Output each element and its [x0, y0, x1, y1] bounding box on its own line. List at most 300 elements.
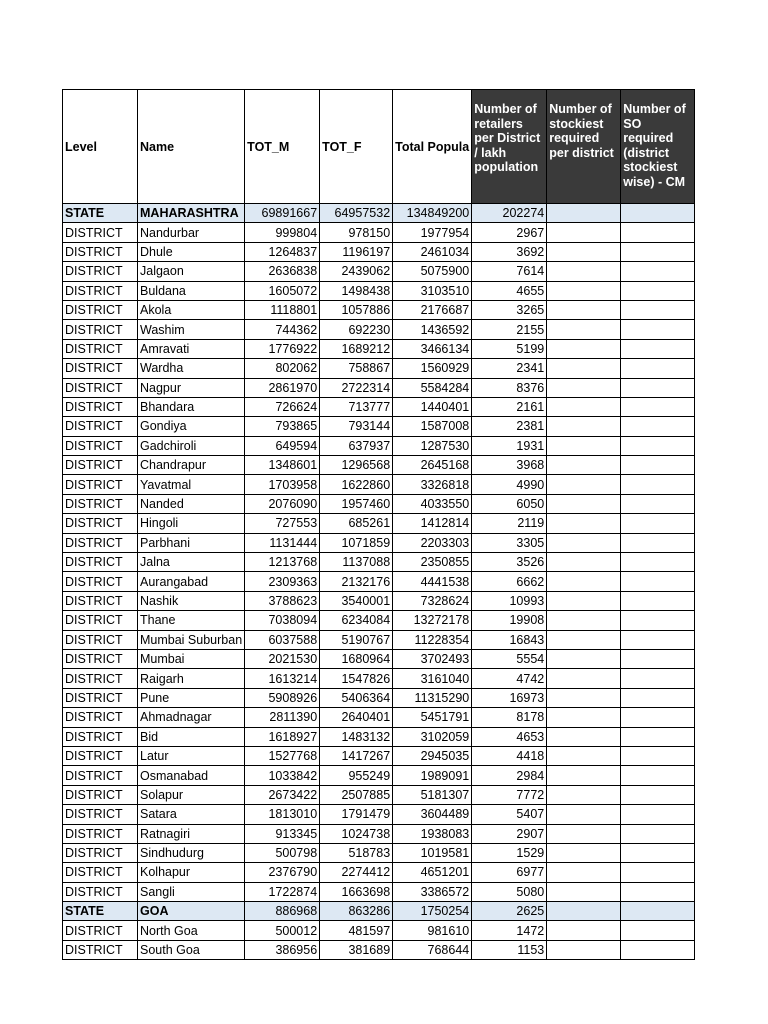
cell-total[interactable]: 2350855 — [393, 553, 472, 572]
cell-so[interactable] — [621, 359, 695, 378]
cell-tot-f[interactable]: 1024738 — [320, 824, 393, 843]
cell-tot-f[interactable]: 978150 — [320, 223, 393, 242]
cell-total[interactable]: 3702493 — [393, 649, 472, 668]
cell-total[interactable]: 3102059 — [393, 727, 472, 746]
cell-name[interactable]: Nanded — [138, 494, 245, 513]
cell-level[interactable]: DISTRICT — [63, 417, 138, 436]
cell-stockiest[interactable] — [547, 785, 621, 804]
cell-total[interactable]: 1938083 — [393, 824, 472, 843]
cell-tot-f[interactable]: 2439062 — [320, 262, 393, 281]
cell-stockiest[interactable] — [547, 494, 621, 513]
cell-stockiest[interactable] — [547, 805, 621, 824]
cell-tot-f[interactable]: 2132176 — [320, 572, 393, 591]
cell-name[interactable]: Sindhudurg — [138, 843, 245, 862]
cell-stockiest[interactable] — [547, 824, 621, 843]
cell-retailers[interactable]: 1529 — [472, 843, 547, 862]
cell-stockiest[interactable] — [547, 940, 621, 959]
cell-so[interactable] — [621, 940, 695, 959]
cell-so[interactable] — [621, 805, 695, 824]
cell-stockiest[interactable] — [547, 436, 621, 455]
cell-tot-m[interactable]: 69891667 — [245, 204, 320, 223]
cell-level[interactable]: DISTRICT — [63, 281, 138, 300]
cell-level[interactable]: DISTRICT — [63, 514, 138, 533]
cell-tot-f[interactable]: 1483132 — [320, 727, 393, 746]
cell-stockiest[interactable] — [547, 475, 621, 494]
cell-tot-f[interactable]: 1296568 — [320, 456, 393, 475]
cell-tot-m[interactable]: 727553 — [245, 514, 320, 533]
cell-level[interactable]: STATE — [63, 204, 138, 223]
cell-total[interactable]: 3161040 — [393, 669, 472, 688]
cell-retailers[interactable]: 2907 — [472, 824, 547, 843]
cell-so[interactable] — [621, 339, 695, 358]
cell-so[interactable] — [621, 436, 695, 455]
cell-so[interactable] — [621, 843, 695, 862]
cell-name[interactable]: Gadchiroli — [138, 436, 245, 455]
cell-tot-f[interactable]: 863286 — [320, 902, 393, 921]
cell-so[interactable] — [621, 300, 695, 319]
cell-stockiest[interactable] — [547, 766, 621, 785]
cell-level[interactable]: DISTRICT — [63, 649, 138, 668]
cell-total[interactable]: 1977954 — [393, 223, 472, 242]
cell-stockiest[interactable] — [547, 688, 621, 707]
cell-level[interactable]: DISTRICT — [63, 494, 138, 513]
cell-stockiest[interactable] — [547, 572, 621, 591]
cell-stockiest[interactable] — [547, 204, 621, 223]
cell-so[interactable] — [621, 746, 695, 765]
cell-tot-f[interactable]: 1547826 — [320, 669, 393, 688]
cell-name[interactable]: Chandrapur — [138, 456, 245, 475]
cell-tot-m[interactable]: 500012 — [245, 921, 320, 940]
cell-tot-f[interactable]: 1791479 — [320, 805, 393, 824]
cell-total[interactable]: 7328624 — [393, 591, 472, 610]
cell-name[interactable]: Buldana — [138, 281, 245, 300]
cell-tot-m[interactable]: 2376790 — [245, 863, 320, 882]
cell-level[interactable]: DISTRICT — [63, 242, 138, 261]
cell-stockiest[interactable] — [547, 339, 621, 358]
cell-tot-m[interactable]: 913345 — [245, 824, 320, 843]
cell-tot-m[interactable]: 1131444 — [245, 533, 320, 552]
cell-level[interactable]: DISTRICT — [63, 882, 138, 901]
cell-tot-m[interactable]: 802062 — [245, 359, 320, 378]
cell-retailers[interactable]: 4653 — [472, 727, 547, 746]
cell-stockiest[interactable] — [547, 320, 621, 339]
cell-stockiest[interactable] — [547, 591, 621, 610]
cell-stockiest[interactable] — [547, 262, 621, 281]
cell-so[interactable] — [621, 262, 695, 281]
cell-total[interactable]: 4651201 — [393, 863, 472, 882]
cell-retailers[interactable]: 2381 — [472, 417, 547, 436]
cell-retailers[interactable]: 3692 — [472, 242, 547, 261]
cell-stockiest[interactable] — [547, 533, 621, 552]
cell-retailers[interactable]: 2155 — [472, 320, 547, 339]
cell-level[interactable]: DISTRICT — [63, 572, 138, 591]
cell-retailers[interactable]: 1472 — [472, 921, 547, 940]
cell-so[interactable] — [621, 824, 695, 843]
cell-tot-f[interactable]: 685261 — [320, 514, 393, 533]
cell-so[interactable] — [621, 281, 695, 300]
cell-retailers[interactable]: 4655 — [472, 281, 547, 300]
cell-tot-m[interactable]: 744362 — [245, 320, 320, 339]
cell-tot-f[interactable]: 2507885 — [320, 785, 393, 804]
cell-tot-f[interactable]: 1137088 — [320, 553, 393, 572]
cell-total[interactable]: 3326818 — [393, 475, 472, 494]
cell-so[interactable] — [621, 553, 695, 572]
cell-stockiest[interactable] — [547, 902, 621, 921]
cell-level[interactable]: DISTRICT — [63, 300, 138, 319]
cell-tot-f[interactable]: 5406364 — [320, 688, 393, 707]
cell-tot-f[interactable]: 713777 — [320, 397, 393, 416]
cell-tot-m[interactable]: 6037588 — [245, 630, 320, 649]
header-total-population[interactable]: Total Popula — [393, 90, 472, 204]
cell-so[interactable] — [621, 475, 695, 494]
cell-name[interactable]: Gondiya — [138, 417, 245, 436]
cell-name[interactable]: Nandurbar — [138, 223, 245, 242]
cell-level[interactable]: STATE — [63, 902, 138, 921]
cell-tot-m[interactable]: 3788623 — [245, 591, 320, 610]
cell-total[interactable]: 5181307 — [393, 785, 472, 804]
cell-so[interactable] — [621, 882, 695, 901]
cell-name[interactable]: Aurangabad — [138, 572, 245, 591]
cell-retailers[interactable]: 5554 — [472, 649, 547, 668]
cell-level[interactable]: DISTRICT — [63, 553, 138, 572]
cell-name[interactable]: Kolhapur — [138, 863, 245, 882]
cell-tot-m[interactable]: 1264837 — [245, 242, 320, 261]
cell-stockiest[interactable] — [547, 397, 621, 416]
cell-so[interactable] — [621, 708, 695, 727]
cell-name[interactable]: GOA — [138, 902, 245, 921]
cell-tot-f[interactable]: 1622860 — [320, 475, 393, 494]
cell-level[interactable]: DISTRICT — [63, 591, 138, 610]
cell-tot-m[interactable]: 999804 — [245, 223, 320, 242]
cell-tot-m[interactable]: 7038094 — [245, 611, 320, 630]
cell-tot-m[interactable]: 1118801 — [245, 300, 320, 319]
cell-total[interactable]: 4441538 — [393, 572, 472, 591]
cell-so[interactable] — [621, 921, 695, 940]
cell-tot-f[interactable]: 2640401 — [320, 708, 393, 727]
cell-tot-m[interactable]: 1703958 — [245, 475, 320, 494]
header-name[interactable]: Name — [138, 90, 245, 204]
cell-total[interactable]: 1412814 — [393, 514, 472, 533]
cell-total[interactable]: 3386572 — [393, 882, 472, 901]
cell-retailers[interactable]: 7772 — [472, 785, 547, 804]
cell-so[interactable] — [621, 223, 695, 242]
cell-name[interactable]: Mumbai — [138, 649, 245, 668]
cell-name[interactable]: Solapur — [138, 785, 245, 804]
cell-name[interactable]: Parbhani — [138, 533, 245, 552]
cell-tot-f[interactable]: 1417267 — [320, 746, 393, 765]
cell-level[interactable]: DISTRICT — [63, 359, 138, 378]
cell-level[interactable]: DISTRICT — [63, 766, 138, 785]
cell-retailers[interactable]: 3265 — [472, 300, 547, 319]
cell-retailers[interactable]: 3968 — [472, 456, 547, 475]
cell-stockiest[interactable] — [547, 843, 621, 862]
cell-stockiest[interactable] — [547, 281, 621, 300]
cell-retailers[interactable]: 5080 — [472, 882, 547, 901]
cell-name[interactable]: Jalgaon — [138, 262, 245, 281]
cell-tot-m[interactable]: 1613214 — [245, 669, 320, 688]
cell-so[interactable] — [621, 727, 695, 746]
cell-tot-f[interactable]: 2274412 — [320, 863, 393, 882]
cell-tot-m[interactable]: 2309363 — [245, 572, 320, 591]
cell-total[interactable]: 2176687 — [393, 300, 472, 319]
cell-so[interactable] — [621, 572, 695, 591]
cell-tot-m[interactable]: 2021530 — [245, 649, 320, 668]
cell-tot-m[interactable]: 1813010 — [245, 805, 320, 824]
cell-total[interactable]: 3466134 — [393, 339, 472, 358]
cell-name[interactable]: Jalna — [138, 553, 245, 572]
cell-level[interactable]: DISTRICT — [63, 669, 138, 688]
cell-tot-f[interactable]: 2722314 — [320, 378, 393, 397]
header-level[interactable]: Level — [63, 90, 138, 204]
cell-total[interactable]: 1287530 — [393, 436, 472, 455]
cell-stockiest[interactable] — [547, 669, 621, 688]
cell-name[interactable]: Satara — [138, 805, 245, 824]
cell-stockiest[interactable] — [547, 746, 621, 765]
header-retailers[interactable]: Number of retailers per District / lakh population — [472, 90, 547, 204]
cell-name[interactable]: Pune — [138, 688, 245, 707]
cell-tot-f[interactable]: 5190767 — [320, 630, 393, 649]
cell-total[interactable]: 1750254 — [393, 902, 472, 921]
cell-total[interactable]: 981610 — [393, 921, 472, 940]
cell-name[interactable]: Osmanabad — [138, 766, 245, 785]
cell-tot-m[interactable]: 886968 — [245, 902, 320, 921]
cell-name[interactable]: Sangli — [138, 882, 245, 901]
cell-tot-f[interactable]: 6234084 — [320, 611, 393, 630]
cell-tot-f[interactable]: 1057886 — [320, 300, 393, 319]
cell-tot-f[interactable]: 637937 — [320, 436, 393, 455]
cell-so[interactable] — [621, 204, 695, 223]
cell-stockiest[interactable] — [547, 514, 621, 533]
cell-so[interactable] — [621, 533, 695, 552]
cell-stockiest[interactable] — [547, 456, 621, 475]
cell-stockiest[interactable] — [547, 223, 621, 242]
cell-total[interactable]: 5451791 — [393, 708, 472, 727]
cell-total[interactable]: 4033550 — [393, 494, 472, 513]
cell-level[interactable]: DISTRICT — [63, 223, 138, 242]
cell-stockiest[interactable] — [547, 921, 621, 940]
cell-retailers[interactable]: 3526 — [472, 553, 547, 572]
cell-total[interactable]: 5075900 — [393, 262, 472, 281]
cell-total[interactable]: 1560929 — [393, 359, 472, 378]
cell-tot-f[interactable]: 1689212 — [320, 339, 393, 358]
cell-tot-f[interactable]: 758867 — [320, 359, 393, 378]
cell-total[interactable]: 768644 — [393, 940, 472, 959]
cell-total[interactable]: 2461034 — [393, 242, 472, 261]
cell-name[interactable]: Ratnagiri — [138, 824, 245, 843]
cell-name[interactable]: Nagpur — [138, 378, 245, 397]
cell-tot-f[interactable]: 64957532 — [320, 204, 393, 223]
cell-name[interactable]: Thane — [138, 611, 245, 630]
cell-retailers[interactable]: 6050 — [472, 494, 547, 513]
cell-retailers[interactable]: 8376 — [472, 378, 547, 397]
cell-so[interactable] — [621, 766, 695, 785]
cell-retailers[interactable]: 2119 — [472, 514, 547, 533]
cell-tot-m[interactable]: 726624 — [245, 397, 320, 416]
cell-tot-f[interactable]: 518783 — [320, 843, 393, 862]
cell-tot-m[interactable]: 2636838 — [245, 262, 320, 281]
cell-level[interactable]: DISTRICT — [63, 378, 138, 397]
cell-name[interactable]: South Goa — [138, 940, 245, 959]
header-so[interactable]: Number of SO required (district stockiest wise) - CM — [621, 90, 695, 204]
cell-tot-f[interactable]: 692230 — [320, 320, 393, 339]
cell-so[interactable] — [621, 669, 695, 688]
cell-total[interactable]: 2945035 — [393, 746, 472, 765]
cell-name[interactable]: Washim — [138, 320, 245, 339]
cell-total[interactable]: 11315290 — [393, 688, 472, 707]
cell-tot-f[interactable]: 955249 — [320, 766, 393, 785]
cell-total[interactable]: 3103510 — [393, 281, 472, 300]
cell-retailers[interactable]: 2341 — [472, 359, 547, 378]
cell-total[interactable]: 1019581 — [393, 843, 472, 862]
cell-tot-f[interactable]: 1196197 — [320, 242, 393, 261]
cell-total[interactable]: 2203303 — [393, 533, 472, 552]
cell-total[interactable]: 11228354 — [393, 630, 472, 649]
cell-so[interactable] — [621, 611, 695, 630]
cell-retailers[interactable]: 4418 — [472, 746, 547, 765]
cell-stockiest[interactable] — [547, 727, 621, 746]
cell-retailers[interactable]: 202274 — [472, 204, 547, 223]
cell-retailers[interactable]: 2161 — [472, 397, 547, 416]
cell-name[interactable]: Wardha — [138, 359, 245, 378]
cell-total[interactable]: 1436592 — [393, 320, 472, 339]
cell-level[interactable]: DISTRICT — [63, 824, 138, 843]
cell-retailers[interactable]: 10993 — [472, 591, 547, 610]
cell-retailers[interactable]: 2967 — [472, 223, 547, 242]
cell-tot-m[interactable]: 2811390 — [245, 708, 320, 727]
cell-stockiest[interactable] — [547, 649, 621, 668]
cell-level[interactable]: DISTRICT — [63, 940, 138, 959]
cell-tot-m[interactable]: 1527768 — [245, 746, 320, 765]
cell-level[interactable]: DISTRICT — [63, 708, 138, 727]
cell-total[interactable]: 5584284 — [393, 378, 472, 397]
cell-so[interactable] — [621, 397, 695, 416]
cell-level[interactable]: DISTRICT — [63, 785, 138, 804]
cell-level[interactable]: DISTRICT — [63, 320, 138, 339]
cell-level[interactable]: DISTRICT — [63, 436, 138, 455]
cell-name[interactable]: Ahmadnagar — [138, 708, 245, 727]
cell-name[interactable]: Yavatmal — [138, 475, 245, 494]
cell-tot-m[interactable]: 1618927 — [245, 727, 320, 746]
cell-so[interactable] — [621, 630, 695, 649]
cell-tot-m[interactable]: 2673422 — [245, 785, 320, 804]
cell-retailers[interactable]: 19908 — [472, 611, 547, 630]
cell-retailers[interactable]: 5199 — [472, 339, 547, 358]
cell-level[interactable]: DISTRICT — [63, 805, 138, 824]
cell-stockiest[interactable] — [547, 630, 621, 649]
cell-so[interactable] — [621, 514, 695, 533]
cell-total[interactable]: 3604489 — [393, 805, 472, 824]
cell-retailers[interactable]: 16973 — [472, 688, 547, 707]
cell-level[interactable]: DISTRICT — [63, 921, 138, 940]
cell-tot-f[interactable]: 3540001 — [320, 591, 393, 610]
cell-total[interactable]: 2645168 — [393, 456, 472, 475]
cell-retailers[interactable]: 6977 — [472, 863, 547, 882]
cell-tot-m[interactable]: 1605072 — [245, 281, 320, 300]
cell-tot-f[interactable]: 481597 — [320, 921, 393, 940]
cell-so[interactable] — [621, 863, 695, 882]
cell-tot-m[interactable]: 1348601 — [245, 456, 320, 475]
cell-stockiest[interactable] — [547, 611, 621, 630]
cell-total[interactable]: 134849200 — [393, 204, 472, 223]
cell-so[interactable] — [621, 688, 695, 707]
header-tot-m[interactable]: TOT_M — [245, 90, 320, 204]
cell-stockiest[interactable] — [547, 882, 621, 901]
cell-tot-f[interactable]: 1663698 — [320, 882, 393, 901]
cell-name[interactable]: Hingoli — [138, 514, 245, 533]
cell-name[interactable]: Mumbai Suburban — [138, 630, 245, 649]
cell-tot-m[interactable]: 386956 — [245, 940, 320, 959]
cell-retailers[interactable]: 2984 — [472, 766, 547, 785]
cell-level[interactable]: DISTRICT — [63, 727, 138, 746]
cell-tot-f[interactable]: 793144 — [320, 417, 393, 436]
cell-stockiest[interactable] — [547, 553, 621, 572]
cell-stockiest[interactable] — [547, 863, 621, 882]
cell-name[interactable]: Bhandara — [138, 397, 245, 416]
cell-so[interactable] — [621, 378, 695, 397]
cell-so[interactable] — [621, 649, 695, 668]
cell-so[interactable] — [621, 417, 695, 436]
cell-tot-m[interactable]: 500798 — [245, 843, 320, 862]
cell-stockiest[interactable] — [547, 359, 621, 378]
cell-tot-m[interactable]: 1776922 — [245, 339, 320, 358]
header-stockiest[interactable]: Number of stockiest required per district — [547, 90, 621, 204]
cell-retailers[interactable]: 4742 — [472, 669, 547, 688]
cell-level[interactable]: DISTRICT — [63, 475, 138, 494]
cell-stockiest[interactable] — [547, 708, 621, 727]
cell-so[interactable] — [621, 902, 695, 921]
cell-so[interactable] — [621, 456, 695, 475]
cell-so[interactable] — [621, 494, 695, 513]
cell-level[interactable]: DISTRICT — [63, 611, 138, 630]
cell-tot-f[interactable]: 1498438 — [320, 281, 393, 300]
cell-tot-m[interactable]: 1722874 — [245, 882, 320, 901]
cell-tot-m[interactable]: 2861970 — [245, 378, 320, 397]
cell-retailers[interactable]: 2625 — [472, 902, 547, 921]
cell-name[interactable]: Amravati — [138, 339, 245, 358]
cell-retailers[interactable]: 4990 — [472, 475, 547, 494]
cell-stockiest[interactable] — [547, 417, 621, 436]
cell-level[interactable]: DISTRICT — [63, 688, 138, 707]
cell-retailers[interactable]: 16843 — [472, 630, 547, 649]
cell-tot-m[interactable]: 649594 — [245, 436, 320, 455]
cell-name[interactable]: Raigarh — [138, 669, 245, 688]
cell-retailers[interactable]: 6662 — [472, 572, 547, 591]
cell-name[interactable]: Dhule — [138, 242, 245, 261]
cell-total[interactable]: 13272178 — [393, 611, 472, 630]
cell-level[interactable]: DISTRICT — [63, 843, 138, 862]
cell-so[interactable] — [621, 242, 695, 261]
cell-level[interactable]: DISTRICT — [63, 339, 138, 358]
cell-name[interactable]: Latur — [138, 746, 245, 765]
cell-tot-f[interactable]: 1680964 — [320, 649, 393, 668]
cell-retailers[interactable]: 3305 — [472, 533, 547, 552]
cell-tot-m[interactable]: 793865 — [245, 417, 320, 436]
cell-name[interactable]: Bid — [138, 727, 245, 746]
cell-retailers[interactable]: 1153 — [472, 940, 547, 959]
cell-tot-m[interactable]: 1033842 — [245, 766, 320, 785]
cell-level[interactable]: DISTRICT — [63, 630, 138, 649]
cell-retailers[interactable]: 7614 — [472, 262, 547, 281]
cell-so[interactable] — [621, 785, 695, 804]
cell-stockiest[interactable] — [547, 300, 621, 319]
cell-tot-m[interactable]: 1213768 — [245, 553, 320, 572]
cell-total[interactable]: 1440401 — [393, 397, 472, 416]
cell-so[interactable] — [621, 320, 695, 339]
cell-tot-m[interactable]: 2076090 — [245, 494, 320, 513]
cell-name[interactable]: Akola — [138, 300, 245, 319]
cell-stockiest[interactable] — [547, 378, 621, 397]
cell-level[interactable]: DISTRICT — [63, 456, 138, 475]
